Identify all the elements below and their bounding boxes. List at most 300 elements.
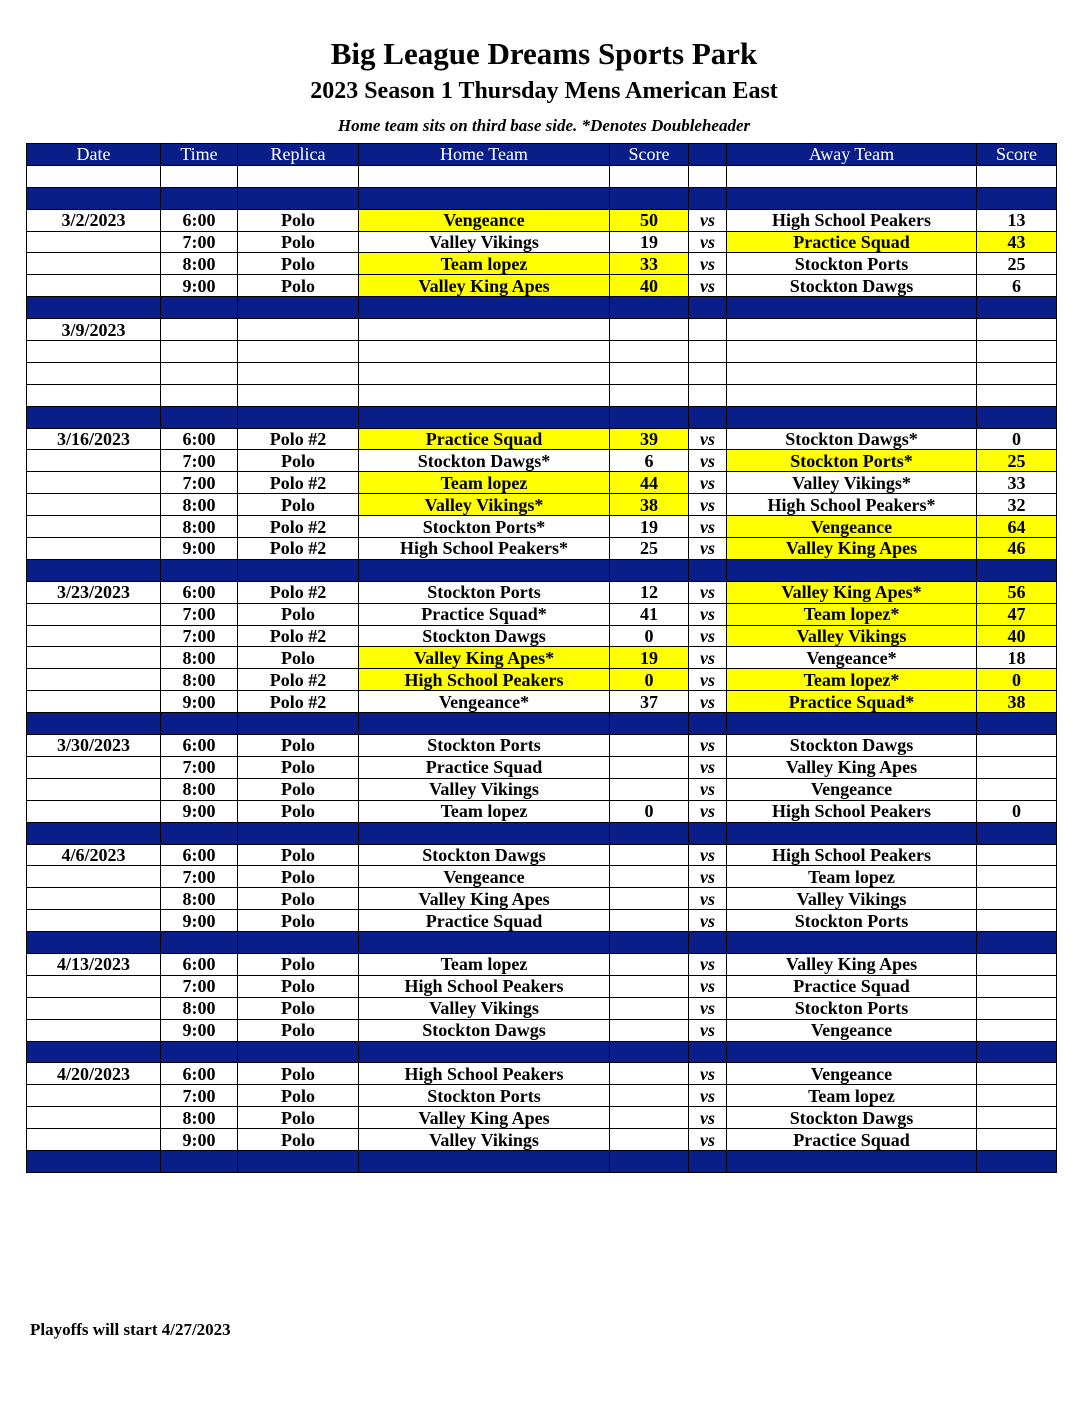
home-score-cell: 19 bbox=[610, 647, 689, 669]
away-team-cell: Practice Squad bbox=[727, 975, 977, 997]
game-row bbox=[27, 669, 1057, 691]
away-score-cell bbox=[977, 888, 1057, 910]
replica-cell: Polo bbox=[238, 1085, 359, 1107]
home-team-cell: Valley Vikings bbox=[359, 997, 610, 1019]
replica-cell: Polo bbox=[238, 778, 359, 800]
replica-cell: Polo bbox=[238, 1019, 359, 1041]
away-score-cell: 0 bbox=[977, 800, 1057, 822]
time-cell: 7:00 bbox=[161, 756, 238, 778]
home-score-cell bbox=[610, 713, 689, 735]
game-row bbox=[27, 647, 1057, 669]
blank-row bbox=[27, 384, 1057, 406]
replica-cell: Polo bbox=[238, 888, 359, 910]
date-cell: 3/2/2023 bbox=[27, 209, 161, 231]
week-separator-row bbox=[27, 1041, 1057, 1063]
header-row bbox=[27, 144, 1057, 166]
home-score-cell: 0 bbox=[610, 800, 689, 822]
replica-cell: Polo #2 bbox=[238, 428, 359, 450]
home-score-cell bbox=[610, 1019, 689, 1041]
away-team-cell: Practice Squad bbox=[727, 1129, 977, 1151]
week-separator-row bbox=[27, 187, 1057, 209]
away-team-cell: Vengeance bbox=[727, 516, 977, 538]
blank-row bbox=[27, 362, 1057, 384]
replica-cell: Polo bbox=[238, 844, 359, 866]
away-score-cell: 56 bbox=[977, 581, 1057, 603]
away-team-cell bbox=[727, 384, 977, 406]
date-cell bbox=[27, 1129, 161, 1151]
vs-cell: vs bbox=[689, 1107, 727, 1129]
time-cell: 8:00 bbox=[161, 647, 238, 669]
home-team-cell bbox=[359, 932, 610, 954]
home-team-cell: Valley Vikings* bbox=[359, 494, 610, 516]
home-team-cell bbox=[359, 319, 610, 341]
date-cell: 4/13/2023 bbox=[27, 953, 161, 975]
home-score-cell: 12 bbox=[610, 581, 689, 603]
home-team-cell bbox=[359, 822, 610, 844]
date-cell bbox=[27, 1019, 161, 1041]
date-cell bbox=[27, 997, 161, 1019]
home-score-cell: 44 bbox=[610, 472, 689, 494]
away-score-cell bbox=[977, 165, 1057, 187]
away-score-cell bbox=[977, 997, 1057, 1019]
away-team-cell bbox=[727, 713, 977, 735]
home-score-cell: 38 bbox=[610, 494, 689, 516]
time-cell: 7:00 bbox=[161, 603, 238, 625]
vs-cell: vs bbox=[689, 997, 727, 1019]
date-cell: 4/20/2023 bbox=[27, 1063, 161, 1085]
replica-cell bbox=[238, 1041, 359, 1063]
time-cell: 6:00 bbox=[161, 844, 238, 866]
time-cell: 7:00 bbox=[161, 450, 238, 472]
game-row bbox=[27, 997, 1057, 1019]
time-cell: 8:00 bbox=[161, 778, 238, 800]
home-team-cell: High School Peakers bbox=[359, 669, 610, 691]
away-team-cell: Team lopez bbox=[727, 1085, 977, 1107]
replica-cell bbox=[238, 187, 359, 209]
away-score-cell: 43 bbox=[977, 231, 1057, 253]
vs-cell: vs bbox=[689, 888, 727, 910]
game-row bbox=[27, 603, 1057, 625]
time-cell: 9:00 bbox=[161, 1129, 238, 1151]
date-cell bbox=[27, 406, 161, 428]
away-team-cell: Valley Vikings bbox=[727, 625, 977, 647]
vs-cell: vs bbox=[689, 1085, 727, 1107]
date-cell bbox=[27, 494, 161, 516]
away-team-cell bbox=[727, 406, 977, 428]
vs-cell: vs bbox=[689, 209, 727, 231]
home-team-cell: Stockton Dawgs bbox=[359, 844, 610, 866]
date-cell bbox=[27, 603, 161, 625]
away-score-cell: 46 bbox=[977, 538, 1057, 560]
time-cell: 9:00 bbox=[161, 691, 238, 713]
home-team-cell bbox=[359, 165, 610, 187]
home-score-cell bbox=[610, 165, 689, 187]
vs-cell: vs bbox=[689, 538, 727, 560]
page-subtitle: 2023 Season 1 Thursday Mens American East bbox=[310, 78, 778, 104]
game-row bbox=[27, 953, 1057, 975]
replica-cell: Polo #2 bbox=[238, 581, 359, 603]
replica-cell: Polo #2 bbox=[238, 625, 359, 647]
away-score-cell bbox=[977, 1129, 1057, 1151]
week-separator-row bbox=[27, 1150, 1057, 1172]
game-row bbox=[27, 1129, 1057, 1151]
home-team-cell: Stockton Ports* bbox=[359, 516, 610, 538]
replica-cell: Polo #2 bbox=[238, 669, 359, 691]
away-score-cell bbox=[977, 713, 1057, 735]
time-cell bbox=[161, 1150, 238, 1172]
time-cell: 9:00 bbox=[161, 1019, 238, 1041]
week-separator-row bbox=[27, 822, 1057, 844]
away-score-cell bbox=[977, 844, 1057, 866]
away-score-cell bbox=[977, 384, 1057, 406]
date-cell bbox=[27, 341, 161, 363]
home-team-cell: Practice Squad bbox=[359, 428, 610, 450]
home-score-cell bbox=[610, 822, 689, 844]
date-cell bbox=[27, 231, 161, 253]
away-score-cell bbox=[977, 975, 1057, 997]
home-team-cell: Team lopez bbox=[359, 253, 610, 275]
home-score-cell bbox=[610, 1041, 689, 1063]
replica-cell: Polo #2 bbox=[238, 472, 359, 494]
away-team-cell: Valley Vikings* bbox=[727, 472, 977, 494]
vs-cell: vs bbox=[689, 953, 727, 975]
replica-cell bbox=[238, 297, 359, 319]
home-team-cell bbox=[359, 362, 610, 384]
away-team-cell: Stockton Ports bbox=[727, 253, 977, 275]
replica-cell: Polo bbox=[238, 494, 359, 516]
replica-cell: Polo bbox=[238, 756, 359, 778]
away-team-cell: Valley King Apes* bbox=[727, 581, 977, 603]
date-cell bbox=[27, 932, 161, 954]
home-score-cell bbox=[610, 406, 689, 428]
vs-cell: vs bbox=[689, 778, 727, 800]
replica-cell bbox=[238, 559, 359, 581]
home-team-cell bbox=[359, 559, 610, 581]
home-team-cell: Team lopez bbox=[359, 953, 610, 975]
away-score-cell bbox=[977, 953, 1057, 975]
vs-cell: vs bbox=[689, 450, 727, 472]
away-team-cell: Stockton Dawgs bbox=[727, 1107, 977, 1129]
away-team-cell: High School Peakers* bbox=[727, 494, 977, 516]
away-team-cell bbox=[727, 932, 977, 954]
time-cell bbox=[161, 384, 238, 406]
home-score-cell: 0 bbox=[610, 625, 689, 647]
home-team-cell: Stockton Ports bbox=[359, 1085, 610, 1107]
replica-cell: Polo #2 bbox=[238, 516, 359, 538]
game-row bbox=[27, 428, 1057, 450]
vs-cell: vs bbox=[689, 472, 727, 494]
away-team-cell: Valley King Apes bbox=[727, 756, 977, 778]
vs-cell: vs bbox=[689, 428, 727, 450]
away-score-cell bbox=[977, 559, 1057, 581]
time-cell: 6:00 bbox=[161, 1063, 238, 1085]
week-separator-row bbox=[27, 406, 1057, 428]
home-score-cell: 50 bbox=[610, 209, 689, 231]
home-team-cell: Stockton Dawgs bbox=[359, 625, 610, 647]
col-away-team: Away Team bbox=[727, 144, 977, 166]
away-score-cell bbox=[977, 910, 1057, 932]
home-team-cell: Valley Vikings bbox=[359, 231, 610, 253]
date-cell bbox=[27, 625, 161, 647]
vs-cell bbox=[689, 1041, 727, 1063]
vs-cell: vs bbox=[689, 866, 727, 888]
home-score-cell bbox=[610, 910, 689, 932]
away-score-cell bbox=[977, 362, 1057, 384]
time-cell: 7:00 bbox=[161, 1085, 238, 1107]
home-team-cell: High School Peakers bbox=[359, 975, 610, 997]
replica-cell: Polo bbox=[238, 953, 359, 975]
away-team-cell: Stockton Dawgs* bbox=[727, 428, 977, 450]
blank-row bbox=[27, 341, 1057, 363]
replica-cell: Polo bbox=[238, 910, 359, 932]
time-cell: 8:00 bbox=[161, 669, 238, 691]
schedule-body bbox=[27, 165, 1057, 1172]
away-team-cell: High School Peakers bbox=[727, 209, 977, 231]
time-cell bbox=[161, 822, 238, 844]
away-score-cell bbox=[977, 1063, 1057, 1085]
away-team-cell bbox=[727, 341, 977, 363]
home-team-cell: Vengeance bbox=[359, 866, 610, 888]
replica-cell bbox=[238, 165, 359, 187]
date-cell bbox=[27, 910, 161, 932]
away-score-cell bbox=[977, 1041, 1057, 1063]
date-cell: 3/30/2023 bbox=[27, 735, 161, 757]
time-cell bbox=[161, 713, 238, 735]
vs-cell: vs bbox=[689, 494, 727, 516]
date-cell: 3/9/2023 bbox=[27, 319, 161, 341]
replica-cell bbox=[238, 406, 359, 428]
game-row bbox=[27, 538, 1057, 560]
date-cell: 4/6/2023 bbox=[27, 844, 161, 866]
vs-cell: vs bbox=[689, 253, 727, 275]
page-note: Home team sits on third base side. *Denotes Doubleheader bbox=[337, 116, 751, 135]
game-row bbox=[27, 516, 1057, 538]
replica-cell: Polo bbox=[238, 275, 359, 297]
date-cell bbox=[27, 275, 161, 297]
replica-cell: Polo bbox=[238, 450, 359, 472]
vs-cell bbox=[689, 1150, 727, 1172]
replica-cell: Polo bbox=[238, 253, 359, 275]
replica-cell: Polo #2 bbox=[238, 538, 359, 560]
away-score-cell: 6 bbox=[977, 275, 1057, 297]
home-score-cell: 6 bbox=[610, 450, 689, 472]
game-row bbox=[27, 691, 1057, 713]
home-team-cell bbox=[359, 1150, 610, 1172]
home-score-cell bbox=[610, 1085, 689, 1107]
home-team-cell: Valley King Apes* bbox=[359, 647, 610, 669]
time-cell: 6:00 bbox=[161, 953, 238, 975]
replica-cell bbox=[238, 384, 359, 406]
date-cell bbox=[27, 165, 161, 187]
away-score-cell bbox=[977, 778, 1057, 800]
game-row bbox=[27, 1107, 1057, 1129]
vs-cell: vs bbox=[689, 603, 727, 625]
date-cell bbox=[27, 1041, 161, 1063]
game-row bbox=[27, 735, 1057, 757]
date-cell bbox=[27, 713, 161, 735]
home-score-cell: 39 bbox=[610, 428, 689, 450]
replica-cell: Polo bbox=[238, 997, 359, 1019]
date-cell bbox=[27, 669, 161, 691]
home-team-cell: Practice Squad bbox=[359, 910, 610, 932]
game-row bbox=[27, 625, 1057, 647]
game-row bbox=[27, 778, 1057, 800]
home-team-cell: Practice Squad* bbox=[359, 603, 610, 625]
time-cell: 6:00 bbox=[161, 735, 238, 757]
home-team-cell bbox=[359, 406, 610, 428]
time-cell bbox=[161, 341, 238, 363]
away-score-cell bbox=[977, 1107, 1057, 1129]
date-cell bbox=[27, 888, 161, 910]
col-vs bbox=[689, 144, 727, 166]
page-title: Big League Dreams Sports Park bbox=[330, 36, 758, 71]
game-row bbox=[27, 1063, 1057, 1085]
time-cell bbox=[161, 406, 238, 428]
replica-cell bbox=[238, 822, 359, 844]
away-team-cell: Vengeance bbox=[727, 778, 977, 800]
time-cell: 8:00 bbox=[161, 997, 238, 1019]
week-separator-row bbox=[27, 932, 1057, 954]
home-score-cell: 40 bbox=[610, 275, 689, 297]
time-cell bbox=[161, 559, 238, 581]
game-row bbox=[27, 800, 1057, 822]
game-row bbox=[27, 975, 1057, 997]
home-score-cell bbox=[610, 1129, 689, 1151]
vs-cell bbox=[689, 319, 727, 341]
replica-cell: Polo bbox=[238, 209, 359, 231]
away-team-cell bbox=[727, 822, 977, 844]
time-cell: 7:00 bbox=[161, 625, 238, 647]
date-cell: 3/16/2023 bbox=[27, 428, 161, 450]
game-row bbox=[27, 910, 1057, 932]
home-score-cell bbox=[610, 319, 689, 341]
home-team-cell: Team lopez bbox=[359, 472, 610, 494]
replica-cell: Polo bbox=[238, 800, 359, 822]
time-cell bbox=[161, 165, 238, 187]
game-row bbox=[27, 888, 1057, 910]
replica-cell bbox=[238, 341, 359, 363]
home-score-cell bbox=[610, 297, 689, 319]
home-score-cell bbox=[610, 844, 689, 866]
vs-cell bbox=[689, 187, 727, 209]
home-team-cell: Stockton Ports bbox=[359, 735, 610, 757]
replica-cell: Polo bbox=[238, 231, 359, 253]
col-away-score: Score bbox=[977, 144, 1057, 166]
replica-cell bbox=[238, 713, 359, 735]
home-score-cell: 41 bbox=[610, 603, 689, 625]
away-team-cell: Valley Vikings bbox=[727, 888, 977, 910]
away-team-cell bbox=[727, 362, 977, 384]
game-row bbox=[27, 275, 1057, 297]
away-score-cell bbox=[977, 1150, 1057, 1172]
away-score-cell: 33 bbox=[977, 472, 1057, 494]
playoffs-note: Playoffs will start 4/27/2023 bbox=[30, 1320, 231, 1339]
away-team-cell: High School Peakers bbox=[727, 844, 977, 866]
replica-cell: Polo #2 bbox=[238, 691, 359, 713]
home-team-cell bbox=[359, 713, 610, 735]
away-team-cell bbox=[727, 1150, 977, 1172]
time-cell: 8:00 bbox=[161, 253, 238, 275]
away-team-cell: Team lopez* bbox=[727, 603, 977, 625]
vs-cell bbox=[689, 932, 727, 954]
date-cell bbox=[27, 384, 161, 406]
home-team-cell: Stockton Dawgs bbox=[359, 1019, 610, 1041]
time-cell: 9:00 bbox=[161, 910, 238, 932]
vs-cell: vs bbox=[689, 647, 727, 669]
week-separator-row bbox=[27, 559, 1057, 581]
home-team-cell: Valley King Apes bbox=[359, 275, 610, 297]
game-row bbox=[27, 866, 1057, 888]
date-cell bbox=[27, 362, 161, 384]
home-team-cell: Valley Vikings bbox=[359, 778, 610, 800]
away-team-cell: Stockton Ports* bbox=[727, 450, 977, 472]
time-cell: 7:00 bbox=[161, 231, 238, 253]
home-score-cell: 37 bbox=[610, 691, 689, 713]
week-separator-row bbox=[27, 713, 1057, 735]
home-team-cell: Valley Vikings bbox=[359, 1129, 610, 1151]
game-row bbox=[27, 450, 1057, 472]
away-team-cell: Stockton Ports bbox=[727, 910, 977, 932]
home-score-cell bbox=[610, 1150, 689, 1172]
col-home-score: Score bbox=[610, 144, 689, 166]
away-score-cell: 38 bbox=[977, 691, 1057, 713]
away-team-cell: Team lopez* bbox=[727, 669, 977, 691]
home-score-cell bbox=[610, 778, 689, 800]
home-team-cell: Vengeance bbox=[359, 209, 610, 231]
home-score-cell: 25 bbox=[610, 538, 689, 560]
date-cell bbox=[27, 253, 161, 275]
time-cell: 7:00 bbox=[161, 866, 238, 888]
away-team-cell bbox=[727, 319, 977, 341]
week-separator-row bbox=[27, 297, 1057, 319]
replica-cell: Polo bbox=[238, 735, 359, 757]
time-cell bbox=[161, 362, 238, 384]
away-team-cell: Team lopez bbox=[727, 866, 977, 888]
time-cell bbox=[161, 187, 238, 209]
game-row bbox=[27, 581, 1057, 603]
away-team-cell: Practice Squad bbox=[727, 231, 977, 253]
vs-cell: vs bbox=[689, 625, 727, 647]
away-team-cell bbox=[727, 297, 977, 319]
date-cell bbox=[27, 691, 161, 713]
away-score-cell: 25 bbox=[977, 253, 1057, 275]
replica-cell: Polo bbox=[238, 603, 359, 625]
home-team-cell: High School Peakers bbox=[359, 1063, 610, 1085]
replica-cell bbox=[238, 319, 359, 341]
home-score-cell bbox=[610, 735, 689, 757]
away-score-cell bbox=[977, 822, 1057, 844]
home-team-cell: Stockton Ports bbox=[359, 581, 610, 603]
away-team-cell: Vengeance bbox=[727, 1019, 977, 1041]
game-row bbox=[27, 209, 1057, 231]
vs-cell: vs bbox=[689, 275, 727, 297]
away-score-cell: 64 bbox=[977, 516, 1057, 538]
vs-cell bbox=[689, 297, 727, 319]
vs-cell: vs bbox=[689, 975, 727, 997]
away-score-cell bbox=[977, 297, 1057, 319]
away-team-cell: Vengeance bbox=[727, 1063, 977, 1085]
date-cell bbox=[27, 1150, 161, 1172]
home-team-cell: Stockton Dawgs* bbox=[359, 450, 610, 472]
home-score-cell bbox=[610, 866, 689, 888]
home-team-cell: High School Peakers* bbox=[359, 538, 610, 560]
away-team-cell: Stockton Ports bbox=[727, 997, 977, 1019]
vs-cell: vs bbox=[689, 844, 727, 866]
time-cell bbox=[161, 297, 238, 319]
game-row bbox=[27, 472, 1057, 494]
replica-cell bbox=[238, 932, 359, 954]
col-home-team: Home Team bbox=[359, 144, 610, 166]
